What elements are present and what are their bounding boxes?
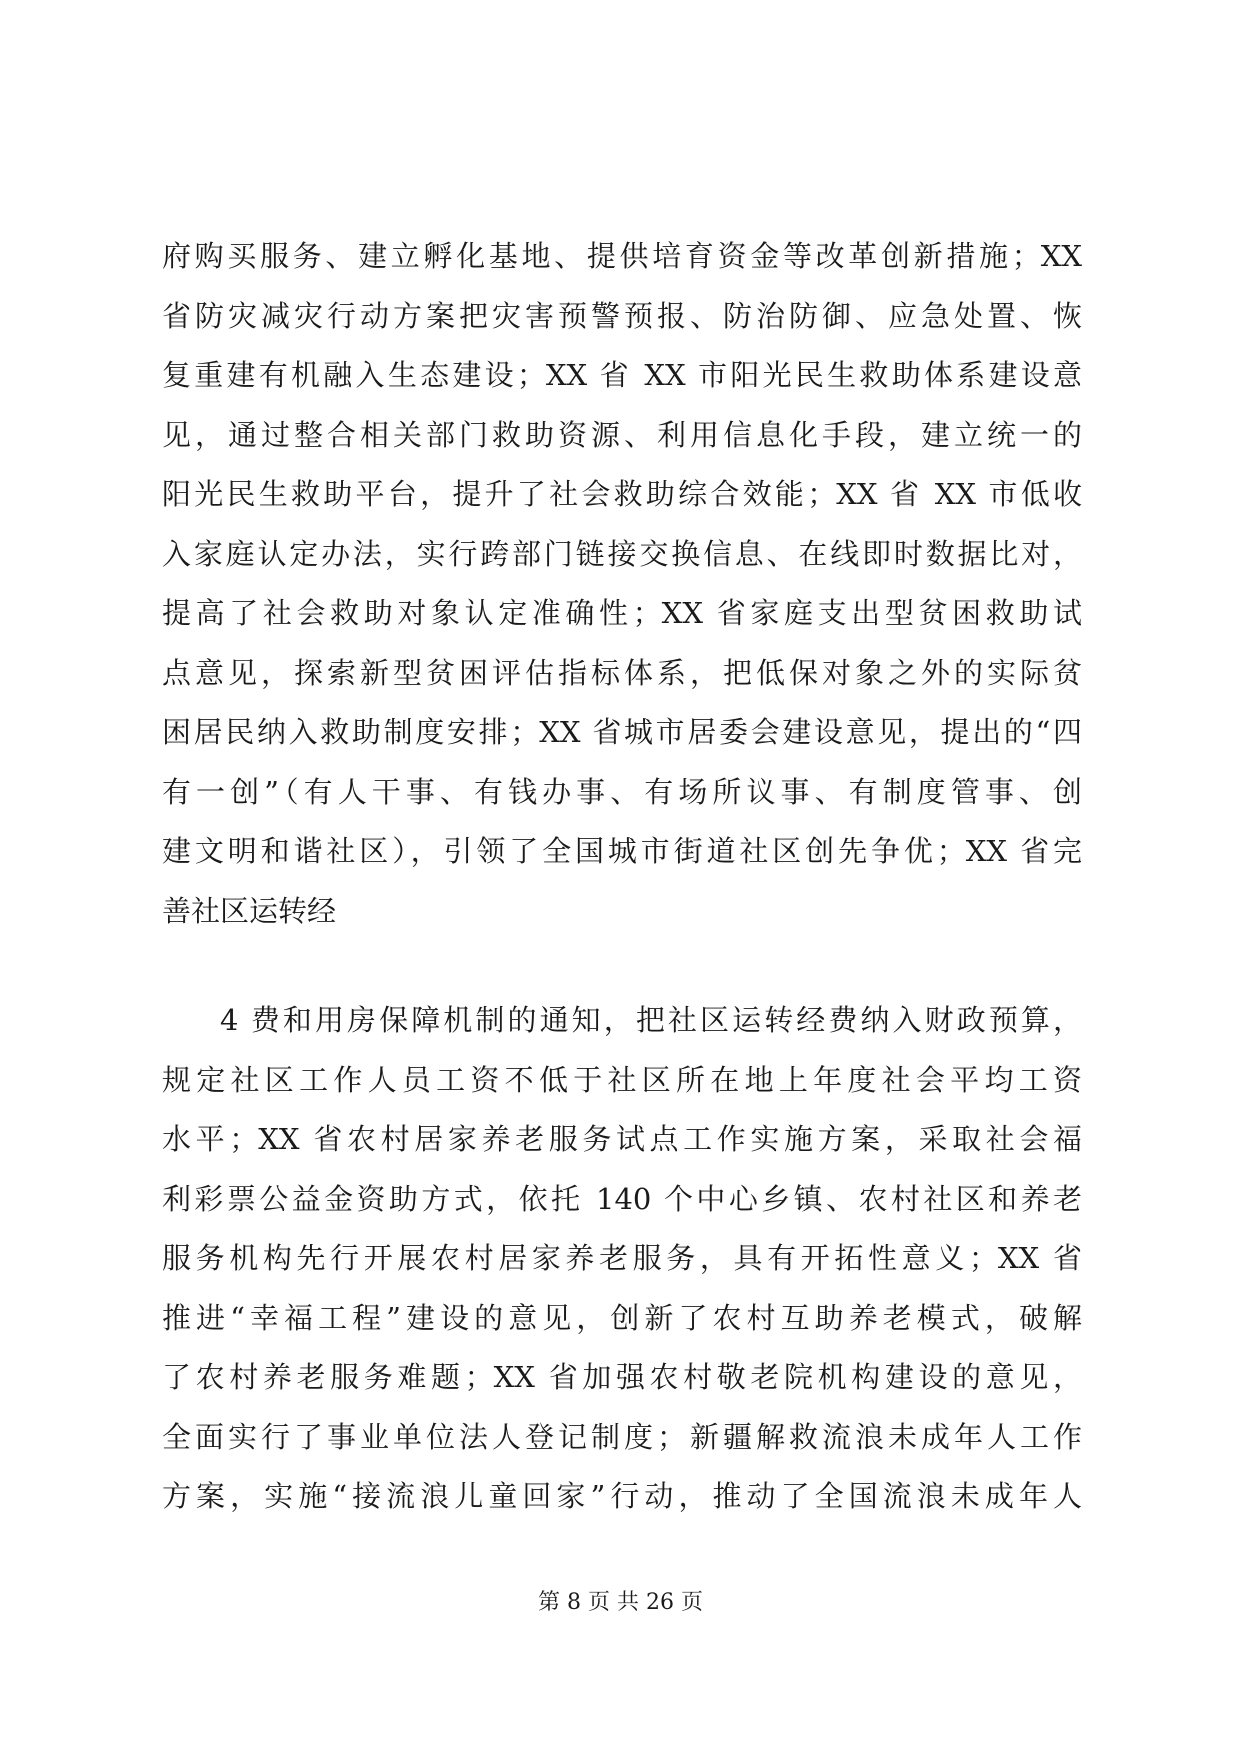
text-line: 点意见，探索新型贫困评估指标体系，把低保对象之外的实际贫 (162, 655, 1082, 690)
text-line: 善社区运转经 (162, 893, 337, 928)
text-line: 省防灾减灾行动方案把灾害预警预报、防治防御、应急处置、恢 (162, 298, 1082, 333)
text-line: 入家庭认定办法，实行跨部门链接交换信息、在线即时数据比对， (162, 536, 1082, 571)
text-line: 4 费和用房保障机制的通知，把社区运转经费纳入财政预算， (220, 1003, 1082, 1037)
text-line: 提高了社会救助对象认定准确性；XX 省家庭支出型贫困救助试 (162, 596, 1082, 630)
text-line: 建文明和谐社区），引领了全国城市街道社区创先争优；XX 省完 (162, 834, 1082, 868)
page-footer (0, 1588, 1241, 1618)
text-line: 有一创”（有人干事、有钱办事、有场所议事、有制度管事、创 (162, 774, 1082, 809)
text-line: 方案，实施“接流浪儿童回家”行动，推动了全国流浪未成年人 (162, 1479, 1082, 1513)
text-line: 规定社区工作人员工资不低于社区所在地上年度社会平均工资 (162, 1062, 1082, 1097)
text-line: 府购买服务、建立孵化基地、提供培育资金等改革创新措施；XX (162, 239, 1082, 273)
text-line: 复重建有机融入生态建设；XX 省 XX 市阳光民生救助体系建设意 (162, 358, 1082, 392)
text-line: 服务机构先行开展农村居家养老服务，具有开拓性意义；XX 省 (162, 1241, 1082, 1275)
body-paragraph (162, 227, 1082, 941)
text-line: 困居民纳入救助制度安排；XX 省城市居委会建设意见，提出的“四 (162, 715, 1082, 749)
body-paragraph (162, 991, 1082, 1527)
text-line: 利彩票公益金资助方式，依托 140 个中心乡镇、农村社区和养老 (162, 1181, 1082, 1216)
text-line: 阳光民生救助平台，提升了社会救助综合效能；XX 省 XX 市低收 (162, 477, 1082, 511)
text-line: 推进“幸福工程”建设的意见，创新了农村互助养老模式，破解 (162, 1300, 1082, 1335)
text-line: 了农村养老服务难题；XX 省加强农村敬老院机构建设的意见， (162, 1360, 1082, 1394)
text-line: 水平；XX 省农村居家养老服务试点工作实施方案，采取社会福 (162, 1122, 1082, 1156)
page-number: 第 8 页 共 26 页 (538, 1590, 703, 1615)
text-line: 全面实行了事业单位法人登记制度；新疆解救流浪未成年人工作 (162, 1419, 1082, 1454)
text-line: 见，通过整合相关部门救助资源、利用信息化手段，建立统一的 (162, 417, 1082, 452)
